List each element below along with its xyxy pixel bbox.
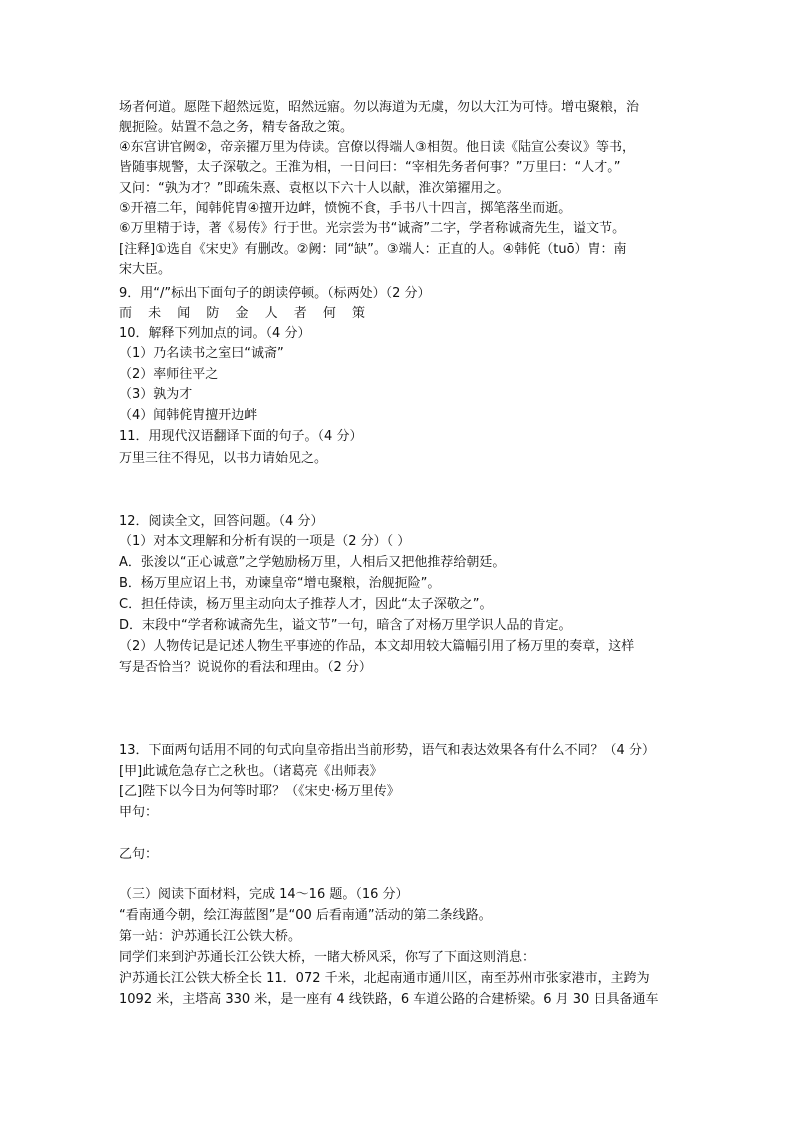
question-10: 10．解释下列加点的词。（4 分） <box>119 326 311 341</box>
annotation-line: 宋大臣。 <box>119 262 172 277</box>
option-a: A．张浚以“正心诚意”之学勉励杨万里，人相后又把他推荐给朝廷。 <box>119 555 506 570</box>
text-line: ⑥万里精于诗，著《易传》行于世。光宗尝为书“诚斋”二字，学者称诚斋先生，谥文节。 <box>119 221 626 236</box>
text-line: “看南通今朝，绘江海蓝图”是“00 后看南通”活动的第二条线路。 <box>119 908 492 923</box>
quote-yi: [乙]陛下以今日为何等时耶？（《宋史·杨万里传》 <box>119 784 400 799</box>
question-11: 11．用现代汉语翻译下面的句子。（4 分） <box>119 429 363 444</box>
answer-label-jia: 甲句： <box>119 805 159 820</box>
text-line: 同学们来到沪苏通长江公铁大桥，一睹大桥风采，你写了下面这则消息： <box>119 950 536 965</box>
option-b: B．杨万里应诏上书，劝谏皇帝“增屯聚粮，治舰扼险”。 <box>119 576 441 591</box>
question-12: 12．阅读全文，回答问题。（4 分） <box>119 514 324 529</box>
text-line: 又问：“孰为才？”即疏朱熹、袁枢以下六十人以献，淮次第擢用之。 <box>119 181 510 196</box>
question-10-item: （2）率师往平之 <box>119 367 219 382</box>
question-13: 13．下面两句话用不同的句式向皇帝指出当前形势，语气和表达效果各有什么不同？（4 分） <box>119 743 655 758</box>
question-9-sentence: 而 未 闻 防 金 人 者 何 策 <box>119 306 372 321</box>
text-line: 场者何道。愿陛下超然远览，昭然远寤。勿以海道为无虞，勿以大江为可恃。增屯聚粮，治 <box>119 100 640 115</box>
question-12-part-2: （2）人物传记是记述人物生平事迹的作品，本文却用较大篇幅引用了杨万里的奏章，这样 <box>119 639 635 654</box>
question-12-part-2: 写是否恰当？说说你的看法和理由。（2 分） <box>119 660 372 675</box>
annotation-line: [注释]①选自《宋史》有删改。②阙：同“缺”。③端人：正直的人。④韩侂（tuō）胄：南 <box>119 242 627 257</box>
text-line: 皆随事规警，太子深敬之。王淮为相，一日问曰：“宰相先务者何事？”万里曰：“人才。” <box>119 160 621 175</box>
section-3-heading: （三）阅读下面材料，完成 14～16 题。（16 分） <box>119 887 409 902</box>
quote-jia: [甲]此诚危急存亡之秋也。（诸葛亮《出师表》 <box>119 764 383 779</box>
answer-label-yi: 乙句： <box>119 847 159 862</box>
text-line: 舰扼险。姑置不急之务，精专备敌之策。 <box>119 120 354 135</box>
text-line: 沪苏通长江公铁大桥全长 11．072 千米，北起南通市通川区，南至苏州市张家港市，主跨为 <box>119 971 650 986</box>
question-11-sentence: 万里三往不得见，以书力请始见之。 <box>119 451 328 466</box>
question-9: 9．用“/”标出下面句子的朗读停顿。（标两处）（2 分） <box>119 286 431 301</box>
text-line: 第一站：沪苏通长江公铁大桥。 <box>119 929 302 944</box>
question-10-item: （4）闻韩侂胄擅开边衅 <box>119 408 258 423</box>
question-10-item: （3）孰为才 <box>119 387 193 402</box>
option-d: D．末段中“学者称诚斋先生，谥文节”一句，暗含了对杨万里学识人品的肯定。 <box>119 618 572 633</box>
text-line: ④东宫讲官阙②，帝亲擢万里为侍读。宫僚以得端人③相贺。他日读《陆宣公奏议》等书， <box>119 140 635 155</box>
question-10-item: （1）乃名读书之室曰“诚斋” <box>119 346 284 361</box>
option-c: C．担任侍读，杨万里主动向太子推荐人才，因此“太子深敬之”。 <box>119 597 493 612</box>
question-12-part-1: （1）对本文理解和分析有误的一项是（2 分）（ ） <box>119 534 411 549</box>
text-line: ⑤开禧二年，闻韩侂胄④擅开边衅，愤惋不食，手书八十四言，掷笔落坐而逝。 <box>119 201 572 216</box>
text-line: 1092 米，主塔高 330 米，是一座有 4 线铁路，6 车道公路的合建桥梁。6 月 30 日具备通车 <box>119 992 659 1007</box>
